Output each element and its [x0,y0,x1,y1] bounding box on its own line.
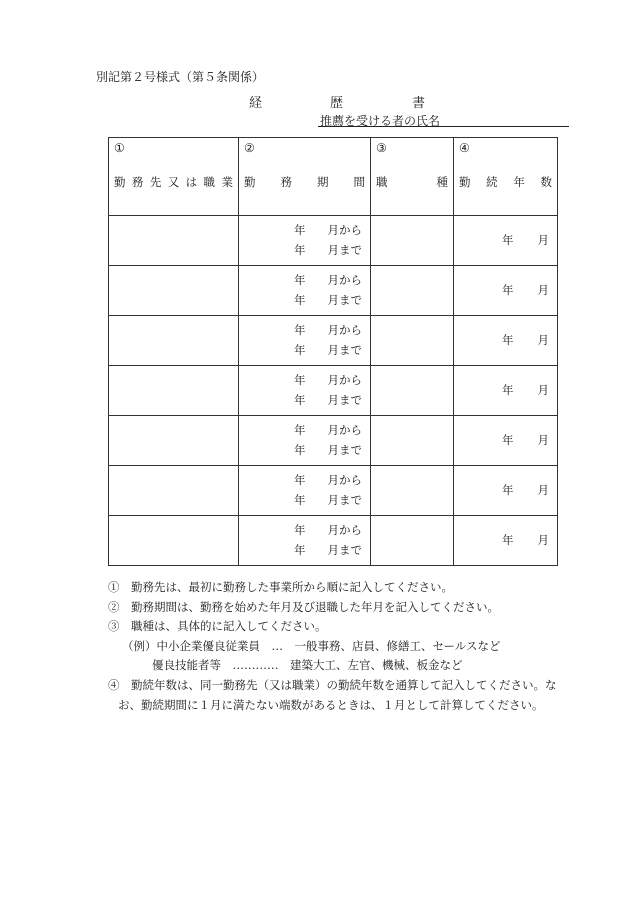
period-cell[interactable] [239,516,371,566]
years-cell[interactable] [454,266,558,316]
job-type-cell[interactable] [371,416,454,466]
note-2: ② 勤務期間は、勤務を始めた年月及び退職した年月を記入してください。 [108,599,499,614]
years-cell[interactable] [454,316,558,366]
job-type-cell[interactable] [371,516,454,566]
history-table [108,137,558,566]
years-value: 年 月 [502,383,549,397]
nominee-name-field[interactable] [318,126,569,127]
title-char-2: 歴 [330,96,344,111]
note-3: ③ 職種は、具体的に記入してください。 [108,619,327,634]
header-number: ④ [459,141,470,155]
years-value: 年 月 [502,333,549,347]
period-to: 年 月まで [294,293,362,307]
header-label-period: 勤 務 期 間 [244,175,365,189]
job-type-cell[interactable] [371,316,454,366]
header-cell-period [239,138,371,216]
period-from: 年 月から [294,223,362,237]
job-type-cell[interactable] [371,266,454,316]
years-cell[interactable] [454,416,558,466]
workplace-cell[interactable] [109,366,239,416]
period-from: 年 月から [294,423,362,437]
workplace-cell[interactable] [109,316,239,366]
job-type-cell[interactable] [371,216,454,266]
years-value: 年 月 [502,233,549,247]
period-cell[interactable] [239,416,371,466]
workplace-cell[interactable] [109,266,239,316]
table-row [109,316,558,366]
note-4: ④ 勤続年数は、同一勤務先（又は職業）の勤続年数を通算して記入してください。な [108,677,557,692]
period-from: 年 月から [294,323,362,337]
period-from: 年 月から [294,273,362,287]
table-row [109,266,558,316]
period-cell[interactable] [239,466,371,516]
period-from: 年 月から [294,523,362,537]
header-cell-years [454,138,558,216]
form-identifier: 別記第２号様式（第５条関係） [96,70,265,84]
note-3-example-1: （例）中小企業優良従業員 … 一般事務、店員、修繕工、セールスなど [122,638,501,653]
workplace-cell[interactable] [109,216,239,266]
workplace-cell[interactable] [109,516,239,566]
years-cell[interactable] [454,366,558,416]
period-from: 年 月から [294,373,362,387]
header-label-job-type: 職 種 [376,175,448,189]
period-to: 年 月まで [294,243,362,257]
period-to: 年 月まで [294,393,362,407]
header-row [109,138,558,216]
title-char-3: 書 [412,96,426,111]
table-row [109,216,558,266]
period-to: 年 月まで [294,343,362,357]
period-cell[interactable] [239,366,371,416]
header-number: ① [114,141,125,155]
nominee-name-label: 推薦を受ける者の氏名 [320,114,441,128]
note-3-example-2: 優良技能者等 ………… 建築大工、左官、機械、板金など [152,658,463,673]
workplace-cell[interactable] [109,466,239,516]
header-cell-workplace [109,138,239,216]
years-value: 年 月 [502,433,549,447]
years-cell[interactable] [454,216,558,266]
header-cell-job-type [371,138,454,216]
note-4-continued: お、勤続期間に１月に満たない端数があるときは、１月として計算してください。 [118,697,544,712]
period-to: 年 月まで [294,443,362,457]
header-label-years: 勤 続 年 数 [459,175,552,189]
header-label-workplace: 勤 務 先 又 は 職 業 [114,175,233,189]
period-cell[interactable] [239,216,371,266]
note-1: ① 勤務先は、最初に勤務した事業所から順に記入してください。 [108,580,453,594]
title-char-1: 経 [249,96,263,111]
years-cell[interactable] [454,466,558,516]
table-row [109,366,558,416]
table-row [109,466,558,516]
table-row [109,416,558,466]
job-type-cell[interactable] [371,466,454,516]
workplace-cell[interactable] [109,416,239,466]
years-cell[interactable] [454,516,558,566]
table-row [109,516,558,566]
job-type-cell[interactable] [371,366,454,416]
years-value: 年 月 [502,483,549,497]
period-to: 年 月まで [294,543,362,557]
header-number: ③ [376,141,387,155]
notes-section [108,578,557,715]
years-value: 年 月 [502,283,549,297]
period-from: 年 月から [294,473,362,487]
period-cell[interactable] [239,266,371,316]
period-cell[interactable] [239,316,371,366]
header-number: ② [244,141,255,155]
years-value: 年 月 [502,533,549,547]
period-to: 年 月まで [294,493,362,507]
